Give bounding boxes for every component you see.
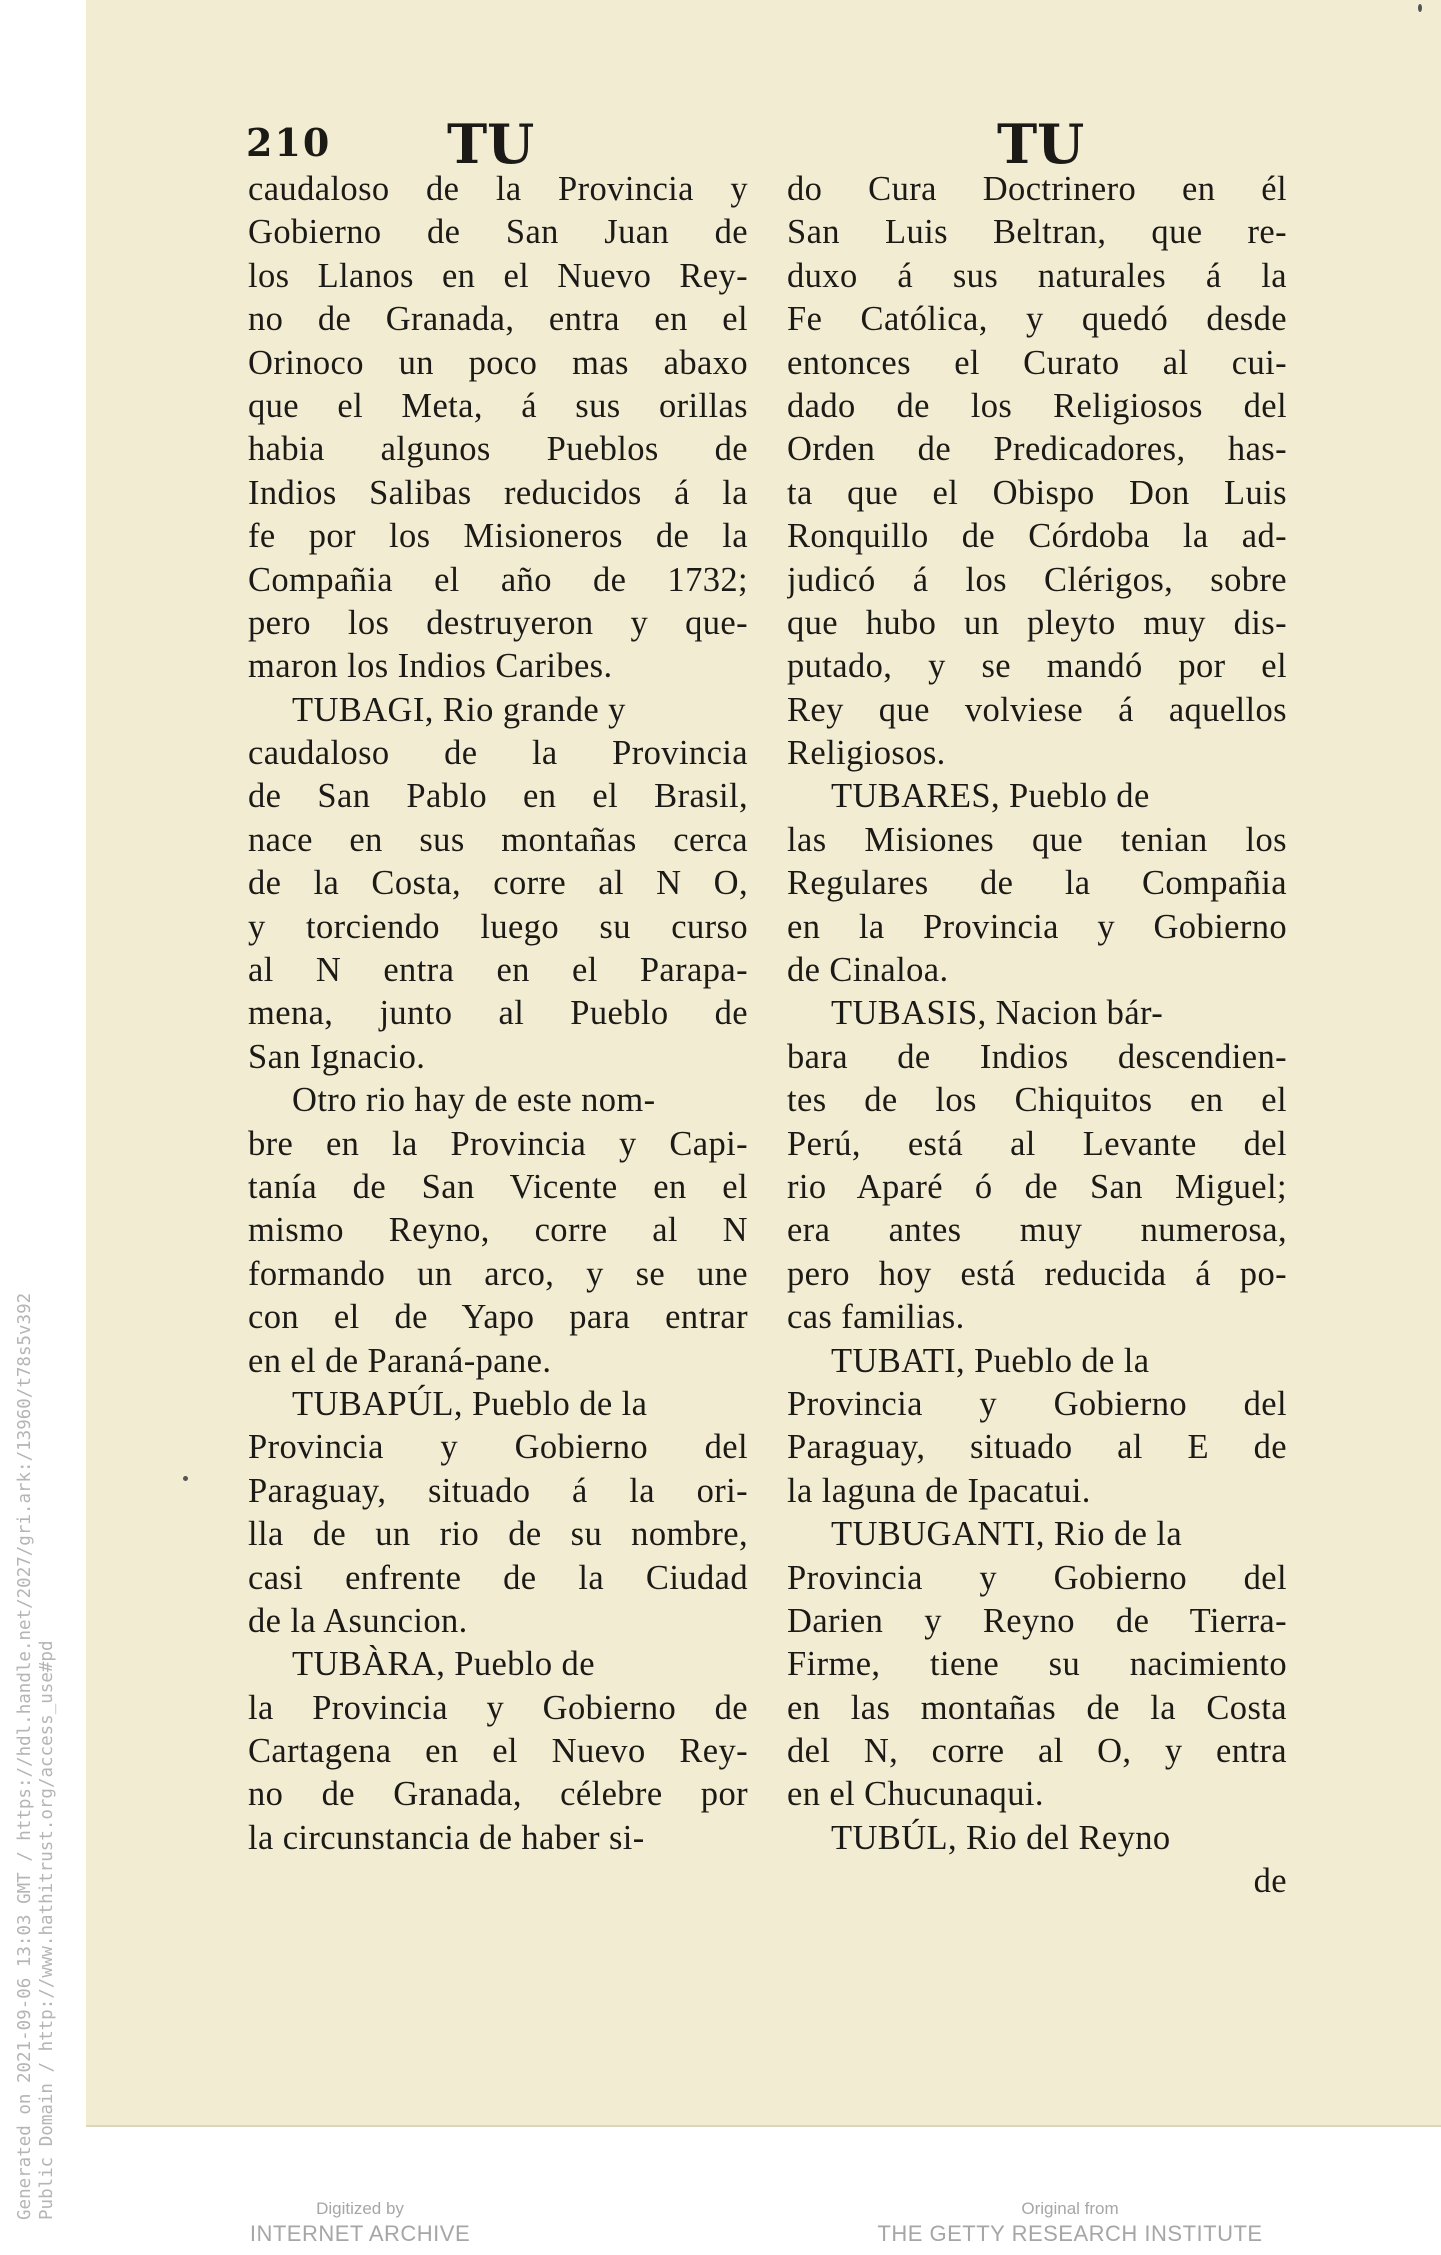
page-number: 210 [246, 120, 332, 165]
text-line: caudaloso de la Provincia [248, 734, 748, 773]
text-line: en la Provincia y Gobierno [787, 907, 1287, 946]
text-line: judicó á los Clérigos, sobre [787, 560, 1287, 599]
text-line: al N entra en el Parapa- [248, 951, 748, 990]
text-line: en el Chucunaqui. [787, 1775, 1044, 1814]
text-line: Provincia y Gobierno del [248, 1428, 748, 1467]
text-line: caudaloso de la Provincia y [248, 170, 748, 208]
text-line: de Cinaloa. [787, 951, 949, 990]
text-line: Paraguay, situado á la ori- [248, 1471, 748, 1510]
text-line: mismo Reyno, corre al N [248, 1211, 748, 1250]
text-line: Fe Católica, y quedó desde [787, 300, 1287, 339]
footer-digitized-by [230, 2198, 490, 2248]
running-head-right: TU [997, 112, 1085, 176]
text-line: de la Costa, corre al N O, [248, 864, 748, 903]
text-line: en las montañas de la Costa [787, 1688, 1287, 1727]
text-line: San Ignacio. [248, 1037, 426, 1076]
footer-source: INTERNET ARCHIVE [249, 2221, 471, 2246]
text-line: casi enfrente de la Ciudad [248, 1558, 748, 1597]
text-line: Provincia y Gobierno del [787, 1558, 1287, 1597]
text-line: Otro rio hay de este nom- [292, 1081, 656, 1120]
text-line: TUBATI, Pueblo de la [831, 1341, 1150, 1380]
text-line: la laguna de Ipacatui. [787, 1471, 1091, 1510]
text-line: TUBUGANTI, Rio de la [831, 1515, 1183, 1554]
text-line: Orden de Predicadores, has- [787, 430, 1287, 469]
text-line: putado, y se mandó por el [787, 647, 1287, 686]
text-line: en el de Paraná-pane. [248, 1341, 552, 1380]
text-line: Compañia el año de 1732; [248, 560, 748, 599]
scan-edge [86, 2125, 1441, 2127]
text-line: ta que el Obispo Don Luis [787, 473, 1287, 512]
text-line: Cartagena en el Nuevo Rey- [248, 1732, 748, 1771]
text-line: Religiosos. [787, 734, 946, 773]
text-line: formando un arco, y se une [248, 1254, 748, 1293]
text-line: que hubo un pleyto muy dis- [787, 603, 1287, 642]
text-line: Rey que volviese á aquellos [787, 690, 1287, 729]
text-line: mena, junto al Pueblo de [248, 994, 748, 1033]
text-line: Indios Salibas reducidos á la [248, 473, 748, 512]
text-line: TUBARES, Pueblo de [831, 777, 1150, 816]
text-line: pero los destruyeron y que- [248, 603, 748, 642]
text-line: los Llanos en el Nuevo Rey- [248, 256, 748, 295]
text-line: San Luis Beltran, que re- [787, 213, 1287, 252]
text-line: las Misiones que tenian los [787, 820, 1287, 859]
ink-speck [1418, 4, 1422, 12]
text-line: que el Meta, á sus orillas [248, 386, 748, 425]
text-line: Ronquillo de Córdoba la ad- [787, 517, 1287, 556]
text-line: TUBASIS, Nacion bár- [831, 994, 1164, 1033]
right-column [787, 168, 1287, 1904]
text-line: tanía de San Vicente en el [248, 1167, 748, 1206]
text-line: pero hoy está reducida á po- [787, 1254, 1287, 1293]
text-line: Darien y Reyno de Tierra- [787, 1601, 1287, 1640]
text-line: bara de Indios descendien- [787, 1037, 1287, 1076]
footer-label: Original from [1021, 2199, 1119, 2218]
text-line: Firme, tiene su nacimiento [787, 1645, 1287, 1684]
text-line: TUBAGI, Rio grande y [292, 690, 626, 729]
text-line: Orinoco un poco mas abaxo [248, 343, 748, 382]
text-line: dado de los Religiosos del [787, 386, 1287, 425]
text-line: de San Pablo en el Brasil, [248, 777, 748, 816]
text-line: TUBÚL, Rio del Reyno [831, 1818, 1171, 1857]
text-line: Perú, está al Levante del [787, 1124, 1287, 1163]
left-column [248, 168, 748, 1860]
text-line: no de Granada, célebre por [248, 1775, 748, 1814]
text-line: de la Asuncion. [248, 1601, 468, 1640]
text-line: TUBÀRA, Pueblo de [292, 1645, 595, 1684]
text-line: y torciendo luego su curso [248, 907, 748, 946]
text-line: la circunstancia de haber si- [248, 1818, 645, 1857]
text-line: con el de Yapo para entrar [248, 1298, 748, 1337]
footer-source: THE GETTY RESEARCH INSTITUTE [877, 2221, 1263, 2246]
text-line: la Provincia y Gobierno de [248, 1688, 748, 1727]
text-line: habia algunos Pueblos de [248, 430, 748, 469]
ink-speck [183, 1476, 188, 1481]
watermark-line: Generated on 2021-09-06 13:03 GMT / https://hdl.handle.net/2027/gri.ark:/13960/t78s5v392 [15, 1292, 35, 2220]
watermark-line: Public Domain / http://www.hathitrust.org/access_use#pd [37, 1640, 57, 2220]
watermark [14, 1293, 58, 2220]
text-line: no de Granada, entra en el [248, 300, 748, 339]
text-line: cas familias. [787, 1298, 965, 1337]
footer-original-from [860, 2198, 1280, 2248]
text-line: TUBAPÚL, Pueblo de la [292, 1384, 648, 1423]
text-line: duxo á sus naturales á la [787, 256, 1287, 295]
text-line: do Cura Doctrinero en él [787, 170, 1287, 208]
text-line: del N, corre al O, y entra [787, 1732, 1287, 1771]
text-line: bre en la Provincia y Capi- [248, 1124, 748, 1163]
text-line: rio Aparé ó de San Miguel; [787, 1167, 1287, 1206]
text-line: maron los Indios Caribes. [248, 647, 613, 686]
text-line: Paraguay, situado al E de [787, 1428, 1287, 1467]
footer-label: Digitized by [316, 2199, 404, 2218]
text-line: Provincia y Gobierno del [787, 1384, 1287, 1423]
text-line: fe por los Misioneros de la [248, 517, 748, 556]
text-line: nace en sus montañas cerca [248, 820, 748, 859]
text-line: de [1253, 1862, 1287, 1901]
text-line: lla de un rio de su nombre, [248, 1515, 748, 1554]
text-line: tes de los Chiquitos en el [787, 1081, 1287, 1120]
running-head-left: TU [447, 112, 535, 176]
text-line: era antes muy numerosa, [787, 1211, 1287, 1250]
text-line: Gobierno de San Juan de [248, 213, 748, 252]
text-line: Regulares de la Compañia [787, 864, 1287, 903]
text-line: entonces el Curato al cui- [787, 343, 1287, 382]
